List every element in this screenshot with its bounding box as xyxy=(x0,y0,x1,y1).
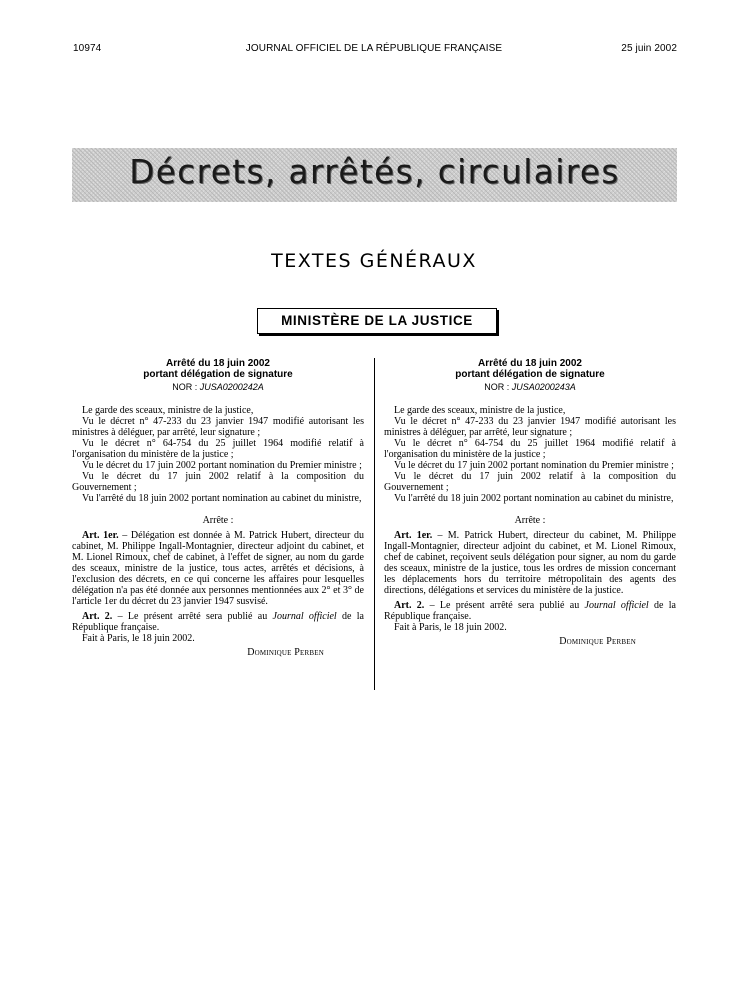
preamble-paragraph: Vu le décret n° 64-754 du 25 juillet 1964 modifié relatif à l'organisation du ministère de la justice ; xyxy=(384,438,676,460)
section-banner xyxy=(72,148,677,202)
nor-code: JUSA0200243A xyxy=(511,382,576,392)
nor-reference xyxy=(72,382,364,393)
article-2 xyxy=(384,600,676,622)
column-divider xyxy=(374,358,375,690)
banner-title: Décrets, arrêtés, circulaires xyxy=(129,153,620,191)
preamble-paragraph: Vu le décret n° 64-754 du 25 juillet 1964 modifié relatif à l'organisation du ministère de la justice ; xyxy=(72,438,364,460)
page-number: 10974 xyxy=(73,43,102,54)
journal-officiel-italic: Journal officiel xyxy=(272,611,337,622)
journal-title: JOURNAL OFFICIEL DE LA RÉPUBLIQUE FRANÇAISE xyxy=(245,43,503,54)
article-2-label: Art. 2. xyxy=(82,611,113,622)
nor-label: NOR : xyxy=(484,382,512,392)
decree-title-line1: Arrêté du 18 juin 2002 xyxy=(478,358,582,369)
preamble-paragraph: Vu le décret n° 47-233 du 23 janvier 1947 modifié autorisant les ministres à déléguer, par arrêté, leur signature ; xyxy=(384,416,676,438)
article-2 xyxy=(72,611,364,633)
preamble-paragraph: Le garde des sceaux, ministre de la justice, xyxy=(394,405,566,416)
arrete-label: Arrête : xyxy=(202,515,234,526)
article-1-label: Art. 1er. xyxy=(82,530,119,541)
nor-reference xyxy=(384,382,676,393)
ministry-box: MINISTÈRE DE LA JUSTICE xyxy=(257,308,497,334)
article-2-label: Art. 2. xyxy=(394,600,425,611)
preamble-paragraph: Vu le décret du 17 juin 2002 portant nomination du Premier ministre ; xyxy=(82,460,362,471)
issue-date: 25 juin 2002 xyxy=(621,43,677,54)
decree-title-line1: Arrêté du 18 juin 2002 xyxy=(166,358,270,369)
left-column xyxy=(72,358,364,658)
decree-title-line2: portant délégation de signature xyxy=(143,369,293,380)
section-title: TEXTES GÉNÉRAUX xyxy=(271,250,477,272)
article-2-text-end: de la République française. xyxy=(384,600,676,622)
signature: Dominique Perben xyxy=(247,647,324,658)
signature: Dominique Perben xyxy=(559,636,636,647)
article-1-text: – M. Patrick Hubert, directeur du cabinet, M. Philippe Ingall-Montagnier, directeur adjoint du cabinet, et M. Lionel Rimoux, chef de cabinet, reçoivent seuls délégation pour signer, au nom du garde des sceaux, ministre de la justice, tous les ordres de mission concernant les déplacements hors du territoire métropolitain des agents des directions, délégations et services du ministère de la justice. xyxy=(384,530,676,596)
fait-a-paris: Fait à Paris, le 18 juin 2002. xyxy=(82,633,195,644)
nor-label: NOR : xyxy=(172,382,200,392)
article-2-text: – Le présent arrêté sera publié au xyxy=(424,600,585,611)
arrete-label: Arrête : xyxy=(514,515,546,526)
article-1-label: Art. 1er. xyxy=(394,530,433,541)
preamble-paragraph: Vu l'arrêté du 18 juin 2002 portant nomination au cabinet du ministre, xyxy=(394,493,674,504)
article-2-text-end: de la République française. xyxy=(72,611,364,633)
preamble-paragraph: Vu le décret du 17 juin 2002 relatif à la composition du Gouvernement ; xyxy=(72,471,364,493)
right-column xyxy=(384,358,676,647)
article-1 xyxy=(72,530,364,607)
preamble-paragraph: Vu le décret du 17 juin 2002 portant nomination du Premier ministre ; xyxy=(394,460,674,471)
journal-officiel-italic: Journal officiel xyxy=(584,600,649,611)
preamble-paragraph: Vu l'arrêté du 18 juin 2002 portant nomination au cabinet du ministre, xyxy=(82,493,362,504)
article-2-text: – Le présent arrêté sera publié au xyxy=(112,611,273,622)
preamble-paragraph: Le garde des sceaux, ministre de la justice, xyxy=(82,405,254,416)
fait-a-paris: Fait à Paris, le 18 juin 2002. xyxy=(394,622,507,633)
nor-code: JUSA0200242A xyxy=(199,382,264,392)
decree-title-line2: portant délégation de signature xyxy=(455,369,605,380)
preamble-paragraph: Vu le décret du 17 juin 2002 relatif à la composition du Gouvernement ; xyxy=(384,471,676,493)
article-1 xyxy=(384,530,676,596)
preamble-paragraph: Vu le décret n° 47-233 du 23 janvier 1947 modifié autorisant les ministres à déléguer, par arrêté, leur signature ; xyxy=(72,416,364,438)
article-1-text: – Délégation est donnée à M. Patrick Hubert, directeur du cabinet, M. Philippe Ingall-Montagnier, directeur adjoint du cabinet, et M. Lionel Rimoux, chef de cabinet, à l'effet de signer, au nom du garde des sceaux, ministre de la justice, tous actes, arrêtés et décisions, à l'exclusion des décrets, en ce qui concerne les affaires pour lesquelles délégation n'a pas été donnée aux personnes mentionnées aux 2° et 3° de l'article 1er du décret du 23 janvier 1947 susvisé. xyxy=(72,530,364,607)
